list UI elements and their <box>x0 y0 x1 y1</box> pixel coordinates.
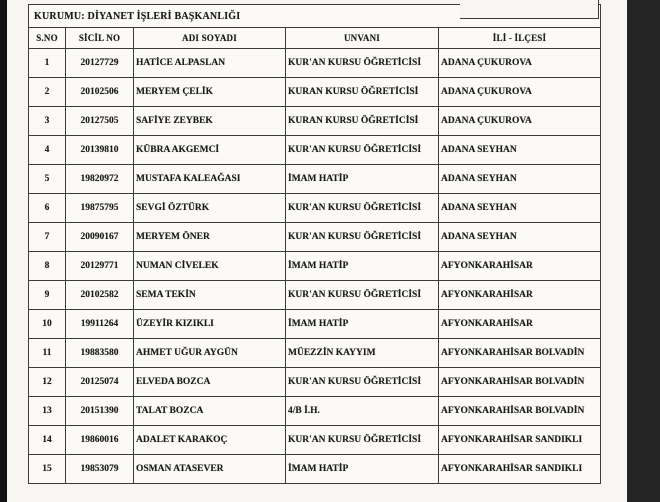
cell-sno: 9 <box>29 281 66 310</box>
cell-il: ADANA ÇUKUROVA <box>439 78 601 107</box>
cell-il: ADANA ÇUKUROVA <box>439 107 601 136</box>
table-row <box>29 136 601 165</box>
cell-il: AFYONKARAHİSAR <box>439 252 601 281</box>
cell-unvan: KURAN KURSU ÖĞRETİCİSİ <box>286 78 439 107</box>
cell-sno: 8 <box>29 252 66 281</box>
cell-unvan: KUR'AN KURSU ÖĞRETİCİSİ <box>286 281 439 310</box>
cell-sicil: 20125074 <box>66 368 134 397</box>
cell-ad: MUSTAFA KALEAĞASI <box>134 165 286 194</box>
cell-ad: OSMAN ATASEVER <box>134 455 286 484</box>
cell-sno: 1 <box>29 49 66 78</box>
column-header-il: İLİ - İLÇESİ <box>439 28 601 49</box>
cell-unvan: 4/B İ.H. <box>286 397 439 426</box>
cell-unvan: İMAM HATİP <box>286 252 439 281</box>
table-row <box>29 252 601 281</box>
cell-unvan: İMAM HATİP <box>286 165 439 194</box>
cell-sicil: 19860016 <box>66 426 134 455</box>
cell-sno: 5 <box>29 165 66 194</box>
cell-il: ADANA ÇUKUROVA <box>439 49 601 78</box>
table-row <box>29 223 601 252</box>
cell-sicil: 20151390 <box>66 397 134 426</box>
cell-sno: 12 <box>29 368 66 397</box>
table-row <box>29 165 601 194</box>
column-header-unvan: UNVANI <box>286 28 439 49</box>
table-row <box>29 194 601 223</box>
cell-ad: ÜZEYİR KIZIKLI <box>134 310 286 339</box>
cell-sno: 3 <box>29 107 66 136</box>
cell-sno: 6 <box>29 194 66 223</box>
cell-ad: NUMAN CİVELEK <box>134 252 286 281</box>
cell-ad: MERYEM ÇELİK <box>134 78 286 107</box>
cell-il: AFYONKARAHİSAR SANDIKLI <box>439 455 601 484</box>
cell-ad: HATİCE ALPASLAN <box>134 49 286 78</box>
cell-unvan: KUR'AN KURSU ÖĞRETİCİSİ <box>286 136 439 165</box>
cell-sicil: 20127729 <box>66 49 134 78</box>
cell-il: AFYONKARAHİSAR BOLVADİN <box>439 368 601 397</box>
cell-unvan: KUR'AN KURSU ÖĞRETİCİSİ <box>286 49 439 78</box>
cell-ad: SAFİYE ZEYBEK <box>134 107 286 136</box>
table-row <box>29 78 601 107</box>
cell-sicil: 19853079 <box>66 455 134 484</box>
cell-unvan: KUR'AN KURSU ÖĞRETİCİSİ <box>286 223 439 252</box>
cell-unvan: İMAM HATİP <box>286 455 439 484</box>
cell-il: AFYONKARAHİSAR BOLVADİN <box>439 339 601 368</box>
column-header-sno: S.NO <box>29 28 66 49</box>
cell-sicil: 19820972 <box>66 165 134 194</box>
cell-sno: 11 <box>29 339 66 368</box>
left-edge-bar <box>0 0 7 502</box>
cell-ad: TALAT BOZCA <box>134 397 286 426</box>
cell-sicil: 20102506 <box>66 78 134 107</box>
table-row <box>29 107 601 136</box>
cell-ad: ELVEDA BOZCA <box>134 368 286 397</box>
cell-unvan: MÜEZZİN KAYYIM <box>286 339 439 368</box>
cell-sno: 2 <box>29 78 66 107</box>
cell-sno: 4 <box>29 136 66 165</box>
kurumu-title: KURUMU: DİYANET İŞLERİ BAŞKANLIĞI <box>29 5 601 28</box>
cell-unvan: KUR'AN KURSU ÖĞRETİCİSİ <box>286 194 439 223</box>
cell-unvan: KUR'AN KURSU ÖĞRETİCİSİ <box>286 426 439 455</box>
table-row <box>29 397 601 426</box>
right-edge-bar <box>627 0 660 502</box>
cell-sno: 14 <box>29 426 66 455</box>
cell-unvan: İMAM HATİP <box>286 310 439 339</box>
cell-il: AFYONKARAHİSAR <box>439 310 601 339</box>
cell-il: ADANA SEYHAN <box>439 194 601 223</box>
cell-ad: AHMET UĞUR AYGÜN <box>134 339 286 368</box>
cell-sno: 15 <box>29 455 66 484</box>
cell-sicil: 20102582 <box>66 281 134 310</box>
cell-sicil: 20139810 <box>66 136 134 165</box>
cell-unvan: KUR'AN KURSU ÖĞRETİCİSİ <box>286 368 439 397</box>
table-row <box>29 49 601 78</box>
cell-il: ADANA SEYHAN <box>439 223 601 252</box>
cell-sno: 7 <box>29 223 66 252</box>
scan-artifact-box <box>460 0 599 19</box>
cell-il: ADANA SEYHAN <box>439 136 601 165</box>
cell-sicil: 19911264 <box>66 310 134 339</box>
table-header-row <box>29 28 601 49</box>
cell-il: ADANA SEYHAN <box>439 165 601 194</box>
table-row <box>29 455 601 484</box>
cell-il: AFYONKARAHİSAR SANDIKLI <box>439 426 601 455</box>
table-row <box>29 339 601 368</box>
cell-il: AFYONKARAHİSAR <box>439 281 601 310</box>
cell-ad: SEMA TEKİN <box>134 281 286 310</box>
scanned-document <box>28 4 600 484</box>
column-header-ad: ADI SOYADI <box>134 28 286 49</box>
cell-ad: SEVGİ ÖZTÜRK <box>134 194 286 223</box>
cell-sno: 13 <box>29 397 66 426</box>
cell-ad: KÜBRA AKGEMCİ <box>134 136 286 165</box>
table-row <box>29 426 601 455</box>
table-body <box>29 49 601 484</box>
personnel-table <box>28 4 601 484</box>
cell-ad: ADALET KARAKOÇ <box>134 426 286 455</box>
table-row <box>29 281 601 310</box>
cell-sicil: 19875795 <box>66 194 134 223</box>
cell-sicil: 20090167 <box>66 223 134 252</box>
table-row <box>29 310 601 339</box>
cell-sicil: 20127505 <box>66 107 134 136</box>
table-row <box>29 368 601 397</box>
column-header-sicil: SİCİL NO <box>66 28 134 49</box>
cell-sicil: 20129771 <box>66 252 134 281</box>
cell-sno: 10 <box>29 310 66 339</box>
cell-il: AFYONKARAHİSAR BOLVADİN <box>439 397 601 426</box>
cell-unvan: KURAN KURSU ÖĞRETİCİSİ <box>286 107 439 136</box>
cell-sicil: 19883580 <box>66 339 134 368</box>
cell-ad: MERYEM ÖNER <box>134 223 286 252</box>
